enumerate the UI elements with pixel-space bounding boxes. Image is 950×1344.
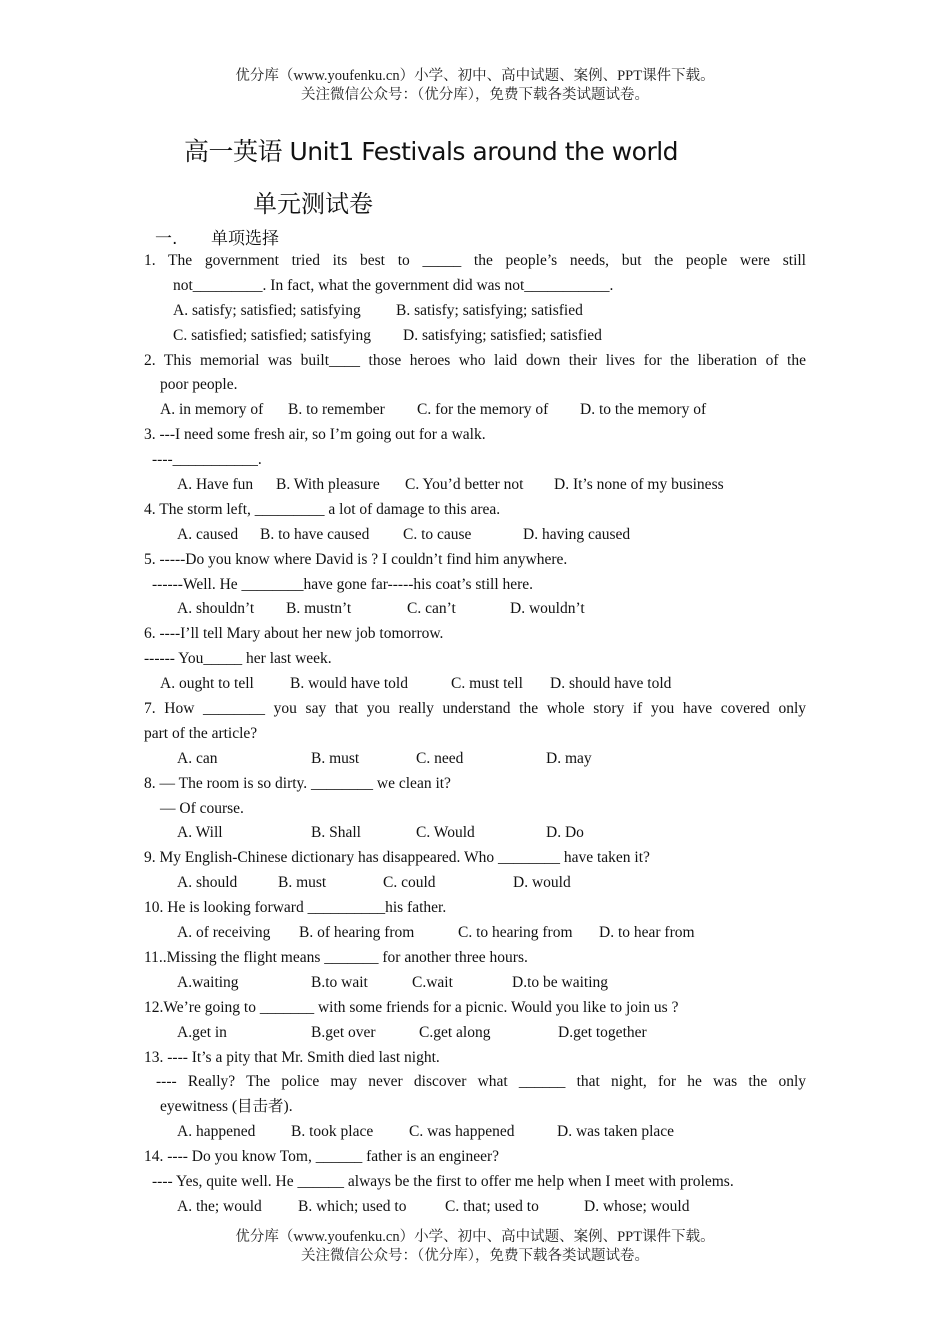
question-14-options [144, 1195, 806, 1220]
option-c: C. to hearing from [458, 924, 573, 942]
question-8-stem-line-1: 8. — The room is so dirty. ________ we clean it? [144, 774, 451, 792]
question-10-options [144, 921, 806, 946]
option-d: D. to the memory of [580, 401, 707, 419]
page-title: 高一英语 Unit1 Festivals around the world [184, 137, 679, 166]
page-subtitle: 单元测试卷 [253, 190, 373, 218]
question-5-options [144, 597, 806, 622]
option-c: C. Would [416, 824, 475, 842]
question-6-stem-line-2: ------ You_____ her last week. [144, 650, 332, 668]
footer-line-2: 关注微信公众号：（优分库），免费下载各类试题试卷。 [301, 1248, 649, 1264]
option-d: D.to be waiting [512, 973, 608, 991]
question-14-stem-line-1: 14. ---- Do you know Tom, ______ father is an engineer? [144, 1148, 500, 1166]
option-d: D. to hear from [599, 924, 695, 942]
option-a: A. in memory of [160, 401, 264, 419]
option-d: D. may [546, 749, 592, 767]
option-a: A. Have fun [177, 476, 254, 494]
option-b: B. took place [291, 1123, 374, 1141]
question-4-options [144, 523, 806, 548]
option-c: C. that; used to [445, 1197, 539, 1215]
question-5-stem-line-2: ------Well. He ________have gone far-----his coat’s still here. [152, 575, 534, 593]
question-14-stem-line-2: ---- Yes, quite well. He ______ always be the first to offer me help when I meet with prolems. [152, 1172, 734, 1190]
question-4-stem: 4. The storm left, _________ a lot of damage to this area. [144, 500, 501, 518]
section-heading [155, 224, 279, 249]
question-11-options [144, 971, 806, 996]
option-c: C. can’t [407, 600, 456, 618]
question-1-options-row-2 [144, 324, 806, 349]
option-b: B.get over [311, 1023, 376, 1041]
question-1-stem-line-2: not_________. In fact, what the government did was not___________. [173, 276, 614, 294]
question-5-stem-line-1: 5. -----Do you know where David is ? I couldn’t find him anywhere. [144, 550, 568, 568]
question-6-options [144, 672, 806, 697]
option-a: A. should [177, 874, 238, 892]
option-d: D. was taken place [557, 1123, 675, 1141]
header-line-2: 关注微信公众号：（优分库），免费下载各类试题试卷。 [301, 87, 649, 103]
option-a: A. Will [177, 824, 223, 842]
option-b: B. satisfy; satisfying; satisfied [396, 301, 583, 319]
option-d: D. should have told [550, 675, 672, 693]
option-c: C. satisfied; satisfied; satisfying [173, 326, 372, 344]
question-13-stem-line-1: 13. ---- It’s a pity that Mr. Smith died last night. [144, 1048, 440, 1066]
option-b: B. must [311, 749, 360, 767]
question-12-options [144, 1021, 806, 1046]
question-2-stem-line-1: 2. This memorial was built____ those heroes who laid down their lives for the liberation of the [144, 351, 806, 369]
page-header [0, 67, 950, 105]
question-3-options [144, 473, 806, 498]
question-10-stem: 10. He is looking forward __________his father. [144, 899, 447, 917]
page-footer [0, 1228, 950, 1266]
option-d: D. whose; would [584, 1197, 690, 1215]
question-list [144, 249, 806, 1220]
question-1-stem-line-1: 1. The government tried its best to _____ the people’s needs, but the people were still [144, 252, 806, 269]
option-b: B. mustn’t [286, 600, 352, 618]
option-b: B. to have caused [260, 525, 370, 543]
question-7-stem-line-1: 7. How ________ you say that you really understand the whole story if you have covered only [144, 700, 806, 718]
option-c: C. You’d better not [405, 476, 524, 494]
option-a: A. ought to tell [160, 675, 254, 693]
header-line-1: 优分库（www.youfenku.cn）小学、初中、高中试题、案例、PPT课件下载。 [235, 68, 715, 84]
question-9-options [144, 871, 806, 896]
question-12-stem: 12.We’re going to _______ with some friends for a picnic. Would you like to join us ? [144, 998, 679, 1016]
option-a: A.get in [177, 1023, 227, 1041]
option-b: B. would have told [290, 675, 408, 693]
option-c: C. was happened [409, 1123, 515, 1141]
option-b: B. must [278, 874, 327, 892]
option-a: A. can [177, 749, 218, 767]
section-label: 单项选择 [211, 229, 279, 249]
option-d: D.get together [558, 1023, 647, 1041]
question-3-stem-line-2: ----___________. [152, 451, 262, 469]
option-a: A.waiting [177, 973, 239, 991]
question-2-options [144, 398, 806, 423]
question-3-stem-line-1: 3. ---I need some fresh air, so I’m going out for a walk. [144, 426, 486, 444]
option-a: A. shouldn’t [177, 600, 255, 618]
option-b: B. Shall [311, 824, 361, 842]
option-d: D. having caused [523, 525, 631, 543]
option-c: C. for the memory of [417, 401, 549, 419]
question-13-options [144, 1120, 806, 1145]
option-c: C. must tell [451, 675, 523, 693]
option-d: D. Do [546, 824, 584, 842]
option-c: C.get along [419, 1023, 491, 1041]
option-c: C. could [383, 874, 436, 892]
option-d: D. wouldn’t [510, 600, 585, 618]
question-8-options [144, 821, 806, 846]
question-7-options [144, 747, 806, 772]
question-1-options-row-1 [144, 299, 806, 324]
question-9-stem: 9. My English-Chinese dictionary has disappeared. Who ________ have taken it? [144, 849, 650, 867]
section-number: 一. [155, 229, 178, 249]
option-a: A. caused [177, 525, 239, 543]
question-7-stem-line-2: part of the article? [144, 724, 258, 742]
option-b: B. of hearing from [299, 924, 415, 942]
option-b: B. which; used to [298, 1197, 407, 1215]
footer-line-1: 优分库（www.youfenku.cn）小学、初中、高中试题、案例、PPT课件下载。 [235, 1229, 715, 1245]
option-a: A. the; would [177, 1197, 262, 1215]
option-c: C.wait [412, 973, 453, 991]
option-b: B.to wait [311, 973, 368, 991]
question-6-stem-line-1: 6. ----I’ll tell Mary about her new job tomorrow. [144, 625, 444, 643]
option-c: C. need [416, 749, 464, 767]
option-b: B. With pleasure [276, 476, 380, 494]
option-b: B. to remember [288, 401, 385, 419]
question-11-stem: 11..Missing the flight means _______ for another three hours. [144, 948, 528, 966]
option-a: A. satisfy; satisfied; satisfying [173, 301, 361, 319]
option-d: D. would [513, 874, 571, 892]
option-c: C. to cause [403, 525, 472, 543]
option-d: D. It’s none of my business [554, 476, 724, 494]
option-d: D. satisfying; satisfied; satisfied [403, 326, 602, 344]
option-a: A. of receiving [177, 924, 271, 942]
question-13-stem-line-3: eyewitness (目击者). [160, 1098, 293, 1116]
question-8-stem-line-2: — Of course. [160, 799, 244, 817]
question-13-stem-line-2: ---- Really? The police may never discover what ______ that night, for he was the only [156, 1073, 806, 1091]
question-2-stem-line-2: poor people. [160, 376, 238, 394]
option-a: A. happened [177, 1123, 256, 1141]
